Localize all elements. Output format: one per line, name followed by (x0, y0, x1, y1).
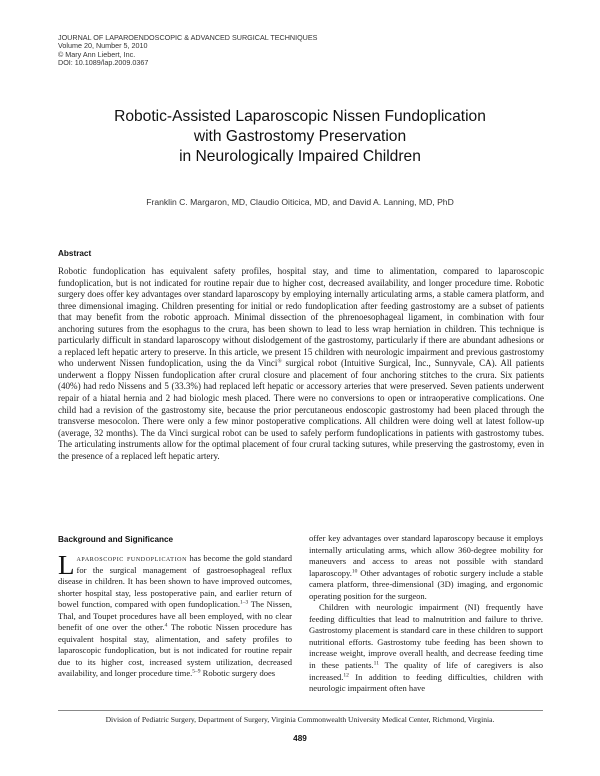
title-line-3: in Neurologically Impaired Children (179, 148, 421, 165)
journal-doi: DOI: 10.1089/lap.2009.0367 (58, 57, 149, 67)
text-run: has become the gold standard for the surgical management of gastroesophageal reflux disease in children. It has been shown to have improved outcomes, shorter hospital stay, less postoperative pain, and earlier return of bowel function, compared with open fundoplication. (58, 553, 292, 610)
abstract-text-part-2: surgical robot (Intuitive Surgical, Inc., Sunnyvale, CA). All patients underwent a floppy Nissen fundoplication after crural closure and placement of four anchoring stitches to the crura. Six patients (40%) had redo Nissens and 5 (33.3%) had replaced left hepatic or accessory arteries that were preserved. Seven patients underwent repair of a hiatal hernia and 2 had biologic mesh placed. There were no conversions to open or intraoperative complications. One child had a revision of the gastrostomy site, because the prior percutaneous endoscopic gastrostomy had been placed through the transverse mesocolon. There were only a few minor postoperative complications. All children were doing well at latest follow-up (average, 32 months). The da Vinci surgical robot can be used to safely perform fundoplications in patients with gastrostomy tubes. The articulating instruments allow for the optimal placement of four crural tacking sutures, while preserving the gastrostomy, even in the presence of a replaced left hepatic artery. (58, 358, 544, 461)
citation[interactable]: 4 (164, 622, 168, 629)
text-run: offer key advantages over standard laparoscopy because it employs internally articulating arms, which allow 360-degree mobility for maneuvers and access to areas not possible with standard laparoscopy. (309, 533, 543, 578)
journal-name: JOURNAL OF LAPAROENDOSCOPIC & ADVANCED SURGICAL TECHNIQUES (58, 33, 318, 42)
citation[interactable]: 10 (351, 568, 358, 575)
abstract-text (58, 266, 544, 462)
journal-volume: Volume 20, Number 5, 2010 (58, 41, 148, 51)
registered-mark: ® (277, 358, 282, 365)
journal-copyright: © Mary Ann Liebert, Inc. (58, 49, 136, 59)
body-column-left (58, 550, 292, 680)
journal-header (58, 34, 317, 67)
small-caps-lead: aparoscopic fundoplication (76, 553, 188, 563)
citation[interactable]: 11 (373, 660, 379, 667)
text-run: Children with neurologic impairment (NI) frequently have feeding difficulties that lead to malnutrition and failure to thrive. Gastrostomy placement is standard care in these children to support nutritional efforts. Gastrostomy tube feeding has been shown to increase weight, improve overall health, and decrease feeding time in these patients. (309, 602, 543, 671)
page-number: 489 (293, 734, 307, 743)
drop-cap: L (58, 550, 75, 580)
affiliation-footnote: Division of Pediatric Surgery, Department of Surgery, Virginia Commonwealth University Medical Center, Richmond, Virginia. (105, 715, 495, 724)
footnote-divider (58, 710, 543, 711)
paragraph (309, 602, 543, 694)
background-heading: Background and Significance (58, 535, 174, 544)
text-run: The robotic Nissen procedure has equivalent hospital stay, alimentation, and safety profiles to laparoscopic fundoplication, but is not indicated for routine repair due to its higher cost, increased system utilization, decreased availability, and longer procedure time. (58, 622, 292, 679)
text-run: Other advantages of robotic surgery include a stable camera platform, three-dimensional (3D) imaging, and ergonomic operating position for the surgeon. (309, 567, 543, 601)
author-list: Franklin C. Margaron, MD, Claudio Oiticica, MD, and David A. Lanning, MD, PhD (146, 197, 454, 207)
citation[interactable]: 1–3 (240, 599, 249, 606)
citation[interactable]: 12 (343, 672, 349, 679)
article-title (40, 107, 560, 167)
text-run: Robotic surgery does (200, 668, 276, 679)
title-line-1: Robotic-Assisted Laparoscopic Nissen Fundoplication (114, 108, 486, 125)
abstract-heading: Abstract (58, 249, 92, 258)
text-run: The quality of life of caregivers is also increased. (309, 660, 543, 682)
text-run: In addition to feeding difficulties, children with neurologic impairment often have (309, 671, 543, 694)
paragraph (58, 550, 292, 680)
paragraph (309, 533, 543, 602)
title-line-2: with Gastrostomy Preservation (193, 128, 407, 145)
body-column-right (309, 533, 543, 695)
text-run: The Nissen, Thal, and Toupet procedures have all been employed, with no clear benefit of one over the other. (58, 599, 292, 633)
abstract-text-part-1: Robotic fundoplication has equivalent safety profiles, hospital stay, and time to alimentation, compared to laparoscopic fundoplication, but is not indicated for routine repair due to higher cost, decreased availability, and longer procedure time. Robotic surgery does offer key advantages over standard laparoscopy by employing internally articulating arms, a stable camera platform, and three dimensional imaging. Children presenting for initial or redo fundoplication after feeding gastrostomy are a subset of patients that may benefit from the robotic approach. Minimal dissection of the phrenoesophageal ligament, in combination with four anchoring sutures from the esophagus to the crura, has been shown to lead to less wrap herniation in children. This technique is particularly difficult in standard laparoscopy without dislodgement of the gastrostomy, particularly if there are abundant adhesions or a replaced left hepatic artery to preserve. In this article, we present 15 children with neurologic impairment and previous gastrostomy who underwent Nissen fundoplication, using the da Vinci (58, 266, 544, 369)
citation[interactable]: 5–9 (192, 668, 201, 675)
